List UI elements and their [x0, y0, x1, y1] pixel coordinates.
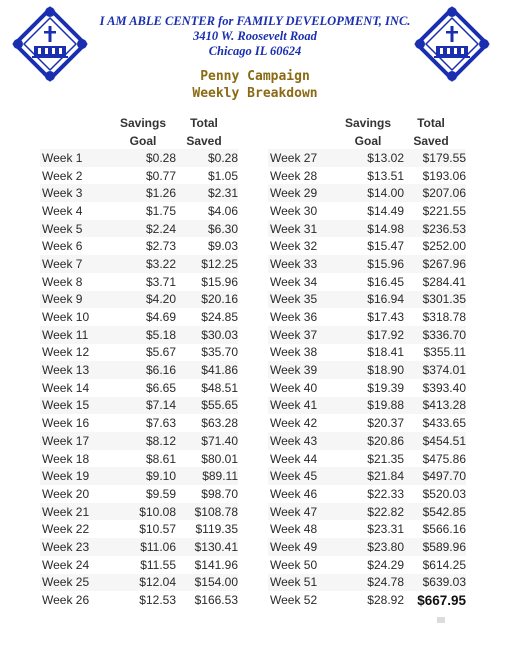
table-row: [268, 467, 466, 485]
savings-goal-value: $24.29: [367, 557, 404, 572]
total-saved-value: $166.53: [194, 593, 238, 608]
table-row: [40, 574, 238, 592]
week-label: Week 24: [42, 557, 90, 572]
table-row: [40, 379, 238, 397]
week-label: Week 32: [270, 239, 318, 254]
total-saved-value: $48.51: [201, 380, 238, 395]
total-saved-value: $1.05: [207, 168, 238, 183]
total-saved-value: $252.00: [422, 239, 466, 254]
savings-goal-value: $15.47: [367, 239, 404, 254]
week-label: Week 44: [270, 451, 318, 466]
church-logo-icon-left: [12, 6, 88, 82]
savings-goal-value: $9.10: [145, 469, 176, 484]
table-row: [40, 450, 238, 468]
table-row: [268, 237, 466, 255]
total-saved-value: $141.96: [194, 557, 238, 572]
total-saved-value: $207.06: [422, 186, 466, 201]
total-saved-value: $80.01: [201, 451, 238, 466]
savings-goal-value: $7.63: [145, 416, 176, 431]
savings-goal-value: $5.18: [145, 327, 176, 342]
total-saved-value: $589.96: [422, 539, 466, 554]
organization-header: [90, 14, 420, 59]
table-row: [40, 361, 238, 379]
total-saved-value: $542.85: [422, 504, 466, 519]
savings-goal-value: $9.59: [145, 486, 176, 501]
week-label: Week 34: [270, 274, 318, 289]
table-row: [268, 167, 466, 185]
week-label: Week 29: [270, 186, 318, 201]
corner-mark-icon: [437, 617, 445, 623]
org-name: I AM ABLE CENTER for FAMILY DEVELOPMENT, INC.: [99, 14, 411, 28]
table-row: [268, 255, 466, 273]
savings-goal-value: $8.61: [145, 451, 176, 466]
total-saved-value: $497.70: [422, 469, 466, 484]
savings-goal-value: $4.69: [145, 310, 176, 325]
table-row: [268, 291, 466, 309]
savings-goal-value: $21.84: [367, 469, 404, 484]
savings-goal-value: $12.53: [139, 593, 176, 608]
left-total-header: [176, 114, 232, 150]
week-label: Week 3: [42, 186, 83, 201]
total-saved-value: $63.28: [201, 416, 238, 431]
savings-goal-value: $5.67: [145, 345, 176, 360]
week-label: Week 8: [42, 274, 83, 289]
week-label: Week 52: [270, 593, 318, 608]
total-saved-value: $667.95: [417, 592, 466, 608]
total-saved-value: $393.40: [422, 380, 466, 395]
week-label: Week 40: [270, 380, 318, 395]
total-saved-value: $41.86: [201, 363, 238, 378]
week-label: Week 50: [270, 557, 318, 572]
goal-header-line-2: Goal: [129, 134, 157, 148]
table-row: [268, 220, 466, 238]
savings-goal-value: $22.82: [367, 504, 404, 519]
table-row: [40, 273, 238, 291]
right-goal-header: [337, 114, 399, 150]
savings-goal-value: $1.26: [145, 186, 176, 201]
total-saved-value: $4.06: [207, 203, 238, 218]
total-saved-value: $179.55: [422, 150, 466, 165]
total-saved-value: $374.01: [422, 363, 466, 378]
week-label: Week 12: [42, 345, 90, 360]
total-saved-value: $475.86: [422, 451, 466, 466]
weeks-27-52-table: [268, 149, 466, 609]
total-saved-value: $9.03: [207, 239, 238, 254]
table-row: [268, 308, 466, 326]
savings-goal-value: $6.16: [145, 363, 176, 378]
week-label: Week 43: [270, 433, 318, 448]
savings-goal-value: $23.31: [367, 522, 404, 537]
savings-goal-value: $10.08: [139, 504, 176, 519]
table-row: [268, 397, 466, 415]
title-line-2: Weekly Breakdown: [192, 86, 318, 101]
week-label: Week 36: [270, 310, 318, 325]
total-saved-value: $12.25: [201, 256, 238, 271]
week-label: Week 33: [270, 256, 318, 271]
table-row: [40, 432, 238, 450]
total-saved-value: $267.96: [422, 256, 466, 271]
savings-goal-value: $6.65: [145, 380, 176, 395]
total-saved-value: $318.78: [422, 310, 466, 325]
week-label: Week 51: [270, 575, 318, 590]
total-saved-value: $20.16: [201, 292, 238, 307]
address-line-2: Chicago IL 60624: [208, 44, 302, 58]
table-row: [40, 485, 238, 503]
savings-goal-value: $19.39: [367, 380, 404, 395]
total-saved-value: $30.03: [201, 327, 238, 342]
table-row: [268, 485, 466, 503]
total-saved-value: $236.53: [422, 221, 466, 236]
total-saved-value: $639.03: [422, 575, 466, 590]
week-label: Week 39: [270, 363, 318, 378]
total-header-line-2: Saved: [413, 134, 449, 148]
savings-goal-value: $12.04: [139, 575, 176, 590]
savings-goal-value: $0.28: [145, 150, 176, 165]
table-row: [40, 308, 238, 326]
savings-goal-value: $11.55: [140, 557, 176, 572]
savings-goal-value: $16.94: [367, 292, 404, 307]
savings-goal-value: $15.96: [367, 256, 404, 271]
week-label: Week 42: [270, 416, 318, 431]
week-label: Week 25: [42, 575, 90, 590]
total-saved-value: $35.70: [201, 345, 238, 360]
week-label: Week 18: [42, 451, 90, 466]
savings-goal-value: $20.37: [367, 416, 404, 431]
table-row: [268, 591, 466, 609]
table-row: [40, 220, 238, 238]
savings-goal-value: $17.92: [367, 327, 404, 342]
week-label: Week 6: [42, 239, 83, 254]
savings-goal-value: $20.86: [367, 433, 404, 448]
savings-goal-value: $18.90: [367, 363, 404, 378]
savings-goal-value: $17.43: [367, 310, 404, 325]
week-label: Week 48: [270, 522, 318, 537]
total-saved-value: $355.11: [423, 345, 466, 360]
goal-header-line-2: Goal: [354, 134, 382, 148]
total-header-line-1: Total: [417, 116, 445, 130]
table-row: [40, 237, 238, 255]
savings-goal-value: $3.71: [145, 274, 176, 289]
table-row: [268, 149, 466, 167]
total-saved-value: $89.11: [202, 469, 238, 484]
savings-goal-value: $1.75: [145, 203, 176, 218]
table-row: [40, 414, 238, 432]
title-line-1: Penny Campaign: [200, 69, 310, 84]
table-row: [268, 520, 466, 538]
savings-goal-value: $19.88: [367, 398, 404, 413]
table-row: [268, 361, 466, 379]
total-saved-value: $336.70: [422, 327, 466, 342]
right-total-header: [403, 114, 459, 150]
savings-goal-value: $22.33: [367, 486, 404, 501]
week-label: Week 17: [42, 433, 90, 448]
savings-goal-value: $7.14: [145, 398, 176, 413]
week-label: Week 22: [42, 522, 90, 537]
savings-goal-value: $3.22: [145, 256, 176, 271]
savings-goal-value: $2.73: [145, 239, 176, 254]
total-saved-value: $108.78: [194, 504, 238, 519]
week-label: Week 10: [42, 310, 90, 325]
total-saved-value: $71.40: [201, 433, 238, 448]
total-saved-value: $119.35: [195, 522, 238, 537]
savings-goal-value: $0.77: [145, 168, 176, 183]
total-saved-value: $520.03: [422, 486, 466, 501]
week-label: Week 37: [270, 327, 318, 342]
total-saved-value: $6.30: [207, 221, 238, 236]
week-label: Week 20: [42, 486, 90, 501]
week-label: Week 28: [270, 168, 318, 183]
week-label: Week 9: [42, 292, 83, 307]
week-label: Week 49: [270, 539, 318, 554]
table-row: [268, 450, 466, 468]
total-header-line-1: Total: [190, 116, 218, 130]
table-row: [40, 184, 238, 202]
total-saved-value: $433.65: [422, 416, 466, 431]
table-row: [40, 538, 238, 556]
week-label: Week 38: [270, 345, 318, 360]
weeks-1-26-table: [40, 149, 238, 609]
total-saved-value: $413.28: [422, 398, 466, 413]
table-row: [268, 414, 466, 432]
table-row: [40, 202, 238, 220]
table-row: [40, 255, 238, 273]
church-logo-icon-right: [414, 6, 490, 82]
week-label: Week 35: [270, 292, 318, 307]
total-saved-value: $454.51: [422, 433, 466, 448]
table-row: [40, 167, 238, 185]
week-label: Week 30: [270, 203, 318, 218]
table-row: [268, 556, 466, 574]
week-label: Week 5: [42, 221, 83, 236]
table-row: [40, 326, 238, 344]
week-label: Week 4: [42, 203, 83, 218]
total-saved-value: $55.65: [201, 398, 238, 413]
table-row: [40, 149, 238, 167]
table-row: [40, 397, 238, 415]
week-label: Week 11: [42, 327, 89, 342]
total-saved-value: $98.70: [201, 486, 238, 501]
savings-goal-value: $14.49: [367, 203, 404, 218]
week-label: Week 19: [42, 469, 90, 484]
savings-goal-value: $21.35: [367, 451, 404, 466]
table-row: [268, 202, 466, 220]
savings-goal-value: $8.12: [145, 433, 176, 448]
address-line-1: 3410 W. Roosevelt Road: [193, 29, 317, 43]
table-row: [268, 379, 466, 397]
savings-goal-value: $14.00: [367, 186, 404, 201]
table-row: [268, 344, 466, 362]
total-saved-value: $24.85: [201, 310, 238, 325]
table-row: [40, 291, 238, 309]
total-saved-value: $15.96: [201, 274, 238, 289]
total-saved-value: $193.06: [422, 168, 466, 183]
table-row: [268, 432, 466, 450]
savings-goal-value: $18.41: [367, 345, 404, 360]
week-label: Week 31: [270, 221, 318, 236]
table-row: [268, 574, 466, 592]
week-label: Week 46: [270, 486, 318, 501]
week-label: Week 41: [270, 398, 318, 413]
goal-header-line-1: Savings: [344, 116, 392, 130]
savings-goal-value: $11.06: [140, 539, 176, 554]
goal-header-line-1: Savings: [119, 116, 167, 130]
table-row: [40, 591, 238, 609]
total-saved-value: $301.35: [422, 292, 466, 307]
week-label: Week 16: [42, 416, 90, 431]
left-goal-header: [112, 114, 174, 150]
savings-goal-value: $23.80: [367, 539, 404, 554]
week-label: Week 15: [42, 398, 90, 413]
savings-goal-value: $13.02: [367, 150, 404, 165]
table-row: [40, 520, 238, 538]
week-label: Week 2: [42, 168, 83, 183]
week-label: Week 1: [42, 150, 83, 165]
total-saved-value: $284.41: [422, 274, 466, 289]
total-saved-value: $566.16: [422, 522, 466, 537]
week-label: Week 45: [270, 469, 318, 484]
week-label: Week 21: [42, 504, 90, 519]
table-row: [40, 503, 238, 521]
table-row: [40, 344, 238, 362]
table-row: [40, 556, 238, 574]
savings-goal-value: $2.24: [145, 221, 176, 236]
savings-goal-value: $4.20: [145, 292, 176, 307]
savings-goal-value: $16.45: [367, 274, 404, 289]
document-title: [90, 68, 420, 102]
savings-goal-value: $28.92: [367, 593, 404, 608]
total-header-line-2: Saved: [186, 134, 222, 148]
total-saved-value: $614.25: [422, 557, 466, 572]
total-saved-value: $2.31: [207, 186, 238, 201]
week-label: Week 13: [42, 363, 90, 378]
table-row: [268, 326, 466, 344]
savings-goal-value: $10.57: [139, 522, 176, 537]
week-label: Week 47: [270, 504, 318, 519]
week-label: Week 23: [42, 539, 90, 554]
total-saved-value: $221.55: [422, 203, 466, 218]
savings-goal-value: $13.51: [367, 168, 404, 183]
table-row: [268, 503, 466, 521]
savings-goal-value: $14.98: [367, 221, 404, 236]
total-saved-value: $0.28: [207, 150, 238, 165]
table-row: [268, 538, 466, 556]
week-label: Week 7: [42, 256, 83, 271]
week-label: Week 26: [42, 593, 90, 608]
table-row: [268, 184, 466, 202]
week-label: Week 27: [270, 150, 318, 165]
total-saved-value: $154.00: [194, 575, 238, 590]
savings-goal-value: $24.78: [367, 575, 404, 590]
table-row: [268, 273, 466, 291]
week-label: Week 14: [42, 380, 90, 395]
total-saved-value: $130.41: [194, 539, 238, 554]
table-row: [40, 467, 238, 485]
